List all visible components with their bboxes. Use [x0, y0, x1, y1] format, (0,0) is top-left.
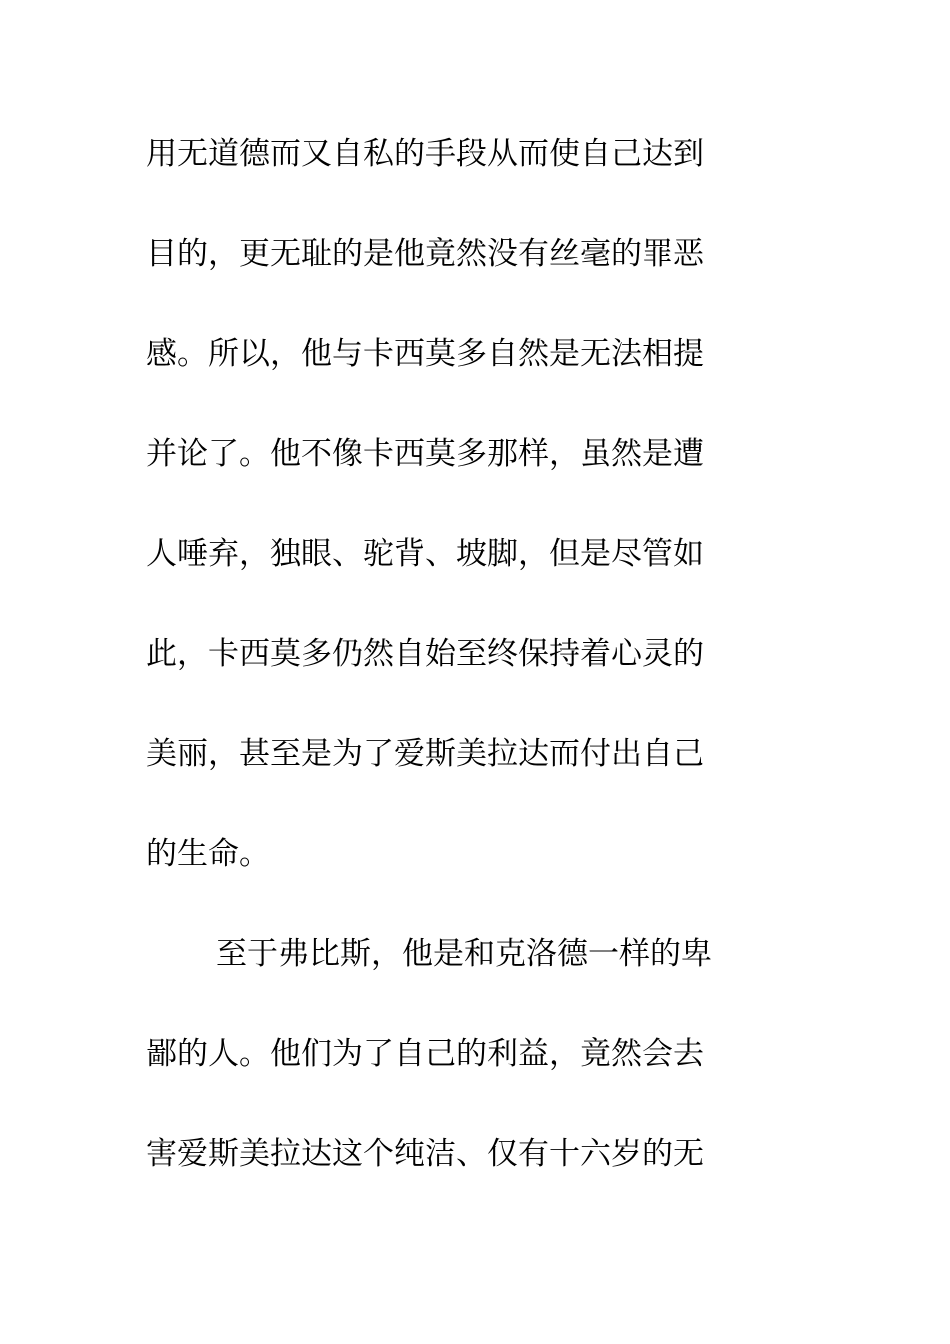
text-line: 感。所以，他与卡西莫多自然是无法相提: [146, 336, 704, 372]
text-line: 的生命。: [146, 836, 270, 872]
text-line: 用无道德而又自私的手段从而使自己达到: [146, 136, 704, 172]
text-line: 并论了。他不像卡西莫多那样，虽然是遭: [146, 436, 704, 472]
text-line: 人唾弃，独眼、驼背、坡脚，但是尽管如: [146, 536, 704, 572]
paragraph-start-line: 至于弗比斯，他是和克洛德一样的卑: [216, 936, 712, 972]
text-line: 鄙的人。他们为了自己的利益，竟然会去: [146, 1036, 704, 1072]
text-line: 目的，更无耻的是他竟然没有丝毫的罪恶: [146, 236, 704, 272]
text-line: 害爱斯美拉达这个纯洁、仅有十六岁的无: [146, 1136, 704, 1172]
text-line: 此，卡西莫多仍然自始至终保持着心灵的: [146, 636, 704, 672]
text-line: 美丽，甚至是为了爱斯美拉达而付出自己: [146, 736, 704, 772]
